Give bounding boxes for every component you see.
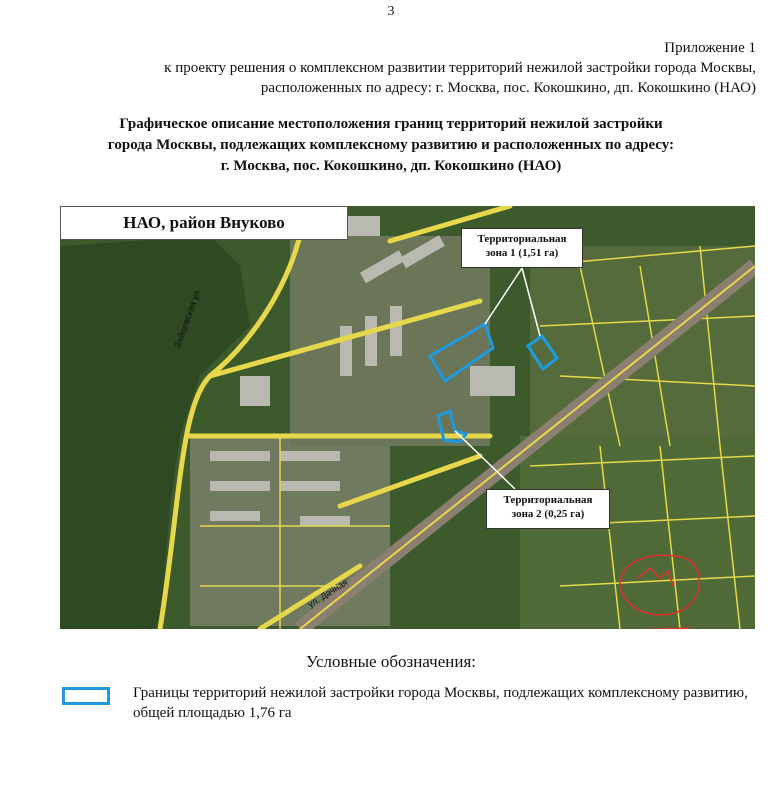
heading-line-3: г. Москва, пос. Кокошкино, дп. Кокошкино (НАО) xyxy=(220,158,562,174)
zone-2-label-line-1: Территориальная xyxy=(503,494,593,506)
legend-item-text: Границы территорий нежилой застройки города Москвы, подлежащих комплексному развитию, общей площадью 1,76 га xyxy=(133,685,748,721)
legend-title: Условные обозначения: xyxy=(305,652,477,671)
appendix-line-3: расположенных по адресу: г. Москва, пос. Кокошкино, дп. Кокошкино (НАО) xyxy=(260,80,756,96)
appendix-line-2: к проекту решения о комплексном развитии территорий нежилой застройки города Москвы, xyxy=(164,60,756,76)
zone-1-label-line-2: зона 1 (1,51 га) xyxy=(485,247,559,259)
document-heading xyxy=(40,114,742,177)
heading-line-1: Графическое описание местоположения границ территорий нежилой застройки xyxy=(119,116,663,132)
appendix-header xyxy=(56,38,756,98)
satellite-map xyxy=(60,206,755,629)
legend-swatch-boundary xyxy=(62,687,110,705)
heading-line-2: города Москвы, подлежащих комплексному развитию и расположенных по адресу: xyxy=(107,137,675,153)
street-label-dachnaya: ул. Дачная xyxy=(306,577,350,610)
zone-1-label-line-1: Территориальная xyxy=(477,233,567,245)
zone-1-label xyxy=(461,228,583,268)
street-label-zaytsevskaya: Зайцевская ул xyxy=(172,288,203,350)
map-imagery xyxy=(60,206,755,629)
zone-2-label-line-2: зона 2 (0,25 га) xyxy=(511,508,585,520)
appendix-line-1: Приложение 1 xyxy=(664,40,756,56)
zone-2-label xyxy=(486,489,610,529)
page-number: 3 xyxy=(387,4,395,19)
map-title: НАО, район Внуково xyxy=(60,206,348,240)
residential-block-south xyxy=(190,436,390,626)
